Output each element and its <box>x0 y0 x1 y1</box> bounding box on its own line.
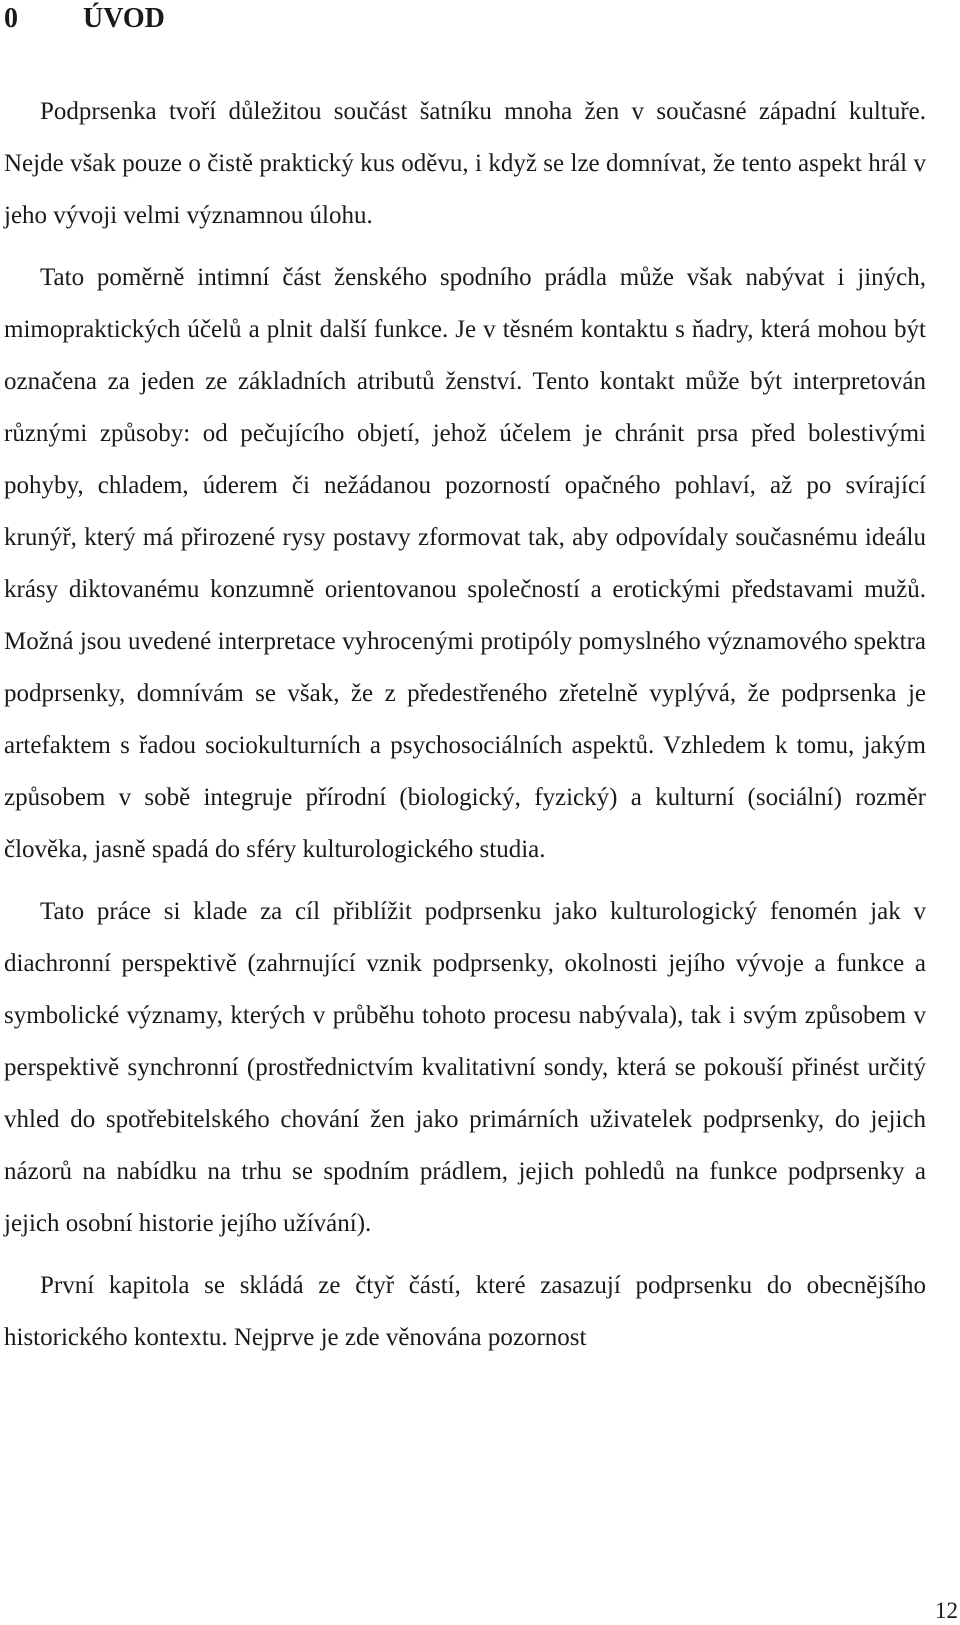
document-page <box>4 0 926 1364</box>
page-number: 12 <box>935 1598 958 1623</box>
paragraph-3: Tato práce si klade za cíl přiblížit podprsenku jako kulturologický fenomén jak v diachronní perspektivě (zahrnující vznik podprsenky, okolnosti jejího vývoje a funkce a symbolické významy, kterých v průběhu tohoto procesu nabývala), tak i svým způsobem v perspektivě synchronní (prostřednictvím kvalitativní sondy, která se pokouší přinést určitý vhled do spotřebitelského chování žen jako primárních uživatelek podprsenky, do jejich názorů na nabídku na trhu se spodním prádlem, jejich pohledů na funkce podprsenky a jejich osobní historie jejího užívání). <box>4 898 926 1237</box>
chapter-heading <box>4 0 926 36</box>
paragraph-1: Podprsenka tvoří důležitou součást šatníku mnoha žen v současné západní kultuře. Nejde však pouze o čistě praktický kus oděvu, i když se lze domnívat, že tento aspekt hrál v jeho vývoji velmi významnou úlohu. <box>4 98 926 229</box>
paragraph-2: Tato poměrně intimní část ženského spodního prádla může však nabývat i jiných, mimopraktických účelů a plnit další funkce. Je v těsném kontaktu s ňadry, která mohou být označena za jeden ze základních atributů ženství. Tento kontakt může být interpretován různými způsoby: od pečujícího objetí, jehož účelem je chránit prsa před bolestivými pohyby, chladem, úderem či nežádanou pozorností opačného pohlaví, až po svírající krunýř, který má přirozené rysy postavy zformovat tak, aby odpovídaly současnému ideálu krásy diktovanému konzumně orientovanou společností a erotickými představami mužů. Možná jsou uvedené interpretace vyhrocenými protipóly pomyslného významového spektra podprsenky, domnívám se však, že z předestřeného zřetelně vyplývá, že podprsenka je artefaktem s řadou sociokulturních a psychosociálních aspektů. Vzhledem k tomu, jakým způsobem v sobě integruje přírodní (biologický, fyzický) a kulturní (sociální) rozměr člověka, jasně spadá do sféry kulturologického studia. <box>4 264 926 863</box>
paragraph-4: První kapitola se skládá ze čtyř částí, které zasazují podprsenku do obecnějšího historického kontextu. Nejprve je zde věnována pozornost <box>4 1272 926 1351</box>
chapter-number: 0 <box>4 3 18 34</box>
chapter-title: ÚVOD <box>83 3 165 34</box>
